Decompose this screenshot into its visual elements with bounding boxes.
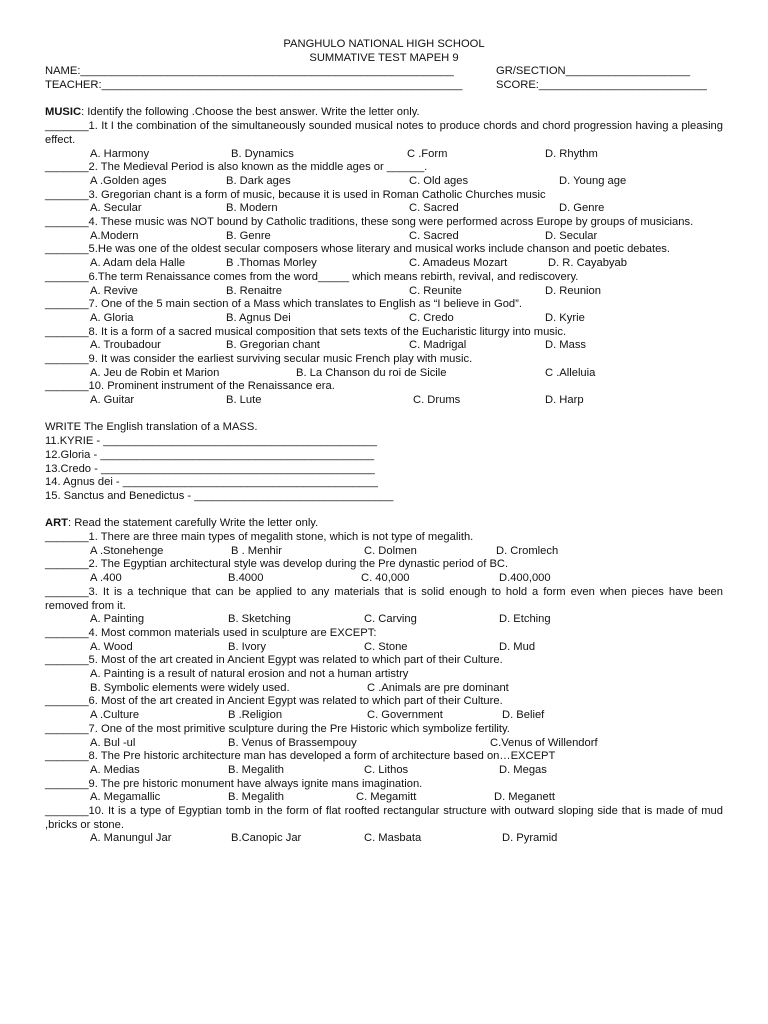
translation-credo[interactable]: 13.Credo - ____________________________________________ [45, 462, 375, 475]
option: D. Harp [545, 394, 584, 407]
music-q6: _______6.The term Renaissance comes from the word_____ which means rebirth, revival, and rediscovery. [45, 270, 579, 283]
art-q7: _______7. One of the most primitive sculpture during the Pre Historic which symbolize fertility. [45, 722, 510, 735]
translation-sanctus[interactable]: 15. Sanctus and Benedictus - ________________________________ [45, 489, 394, 502]
art-q3-options [45, 613, 723, 627]
option: A. Medias [90, 763, 140, 776]
option: B. Agnus Dei [226, 311, 291, 324]
art-heading: ART [45, 517, 68, 530]
option: C. Amadeus Mozart [409, 257, 508, 270]
music-q1-options [45, 148, 723, 162]
option: C. Dolmen [364, 544, 417, 557]
option: C. Drums [413, 394, 461, 407]
art-q8-options [45, 764, 723, 778]
option: D. Reunion [545, 284, 601, 297]
translation-gloria[interactable]: 12.Gloria - ____________________________________________ [45, 448, 375, 461]
art-instruction: ART: Read the statement carefully Write the letter only. [45, 517, 319, 530]
option: C. Masbata [364, 832, 422, 845]
art-q1: _______1. There are three main types of megalith stone, which is not type of megalith. [45, 531, 474, 544]
teacher-row [45, 79, 723, 93]
option: B. Modern [226, 202, 278, 215]
option: B. Sketching [228, 613, 291, 626]
option: B .Thomas Morley [226, 257, 317, 270]
name-row [45, 65, 723, 79]
art-q4-options [45, 641, 723, 655]
option: A. Manungul Jar [90, 832, 172, 845]
music-q5: _______5.He was one of the oldest secular composers whose literary and musical works include chanson and poetic debates. [45, 243, 670, 256]
option: A.Modern [90, 229, 139, 242]
option: A. Bul -ul [90, 736, 136, 749]
option: B. Venus of Brassempouy [228, 736, 357, 749]
grsection-field[interactable]: GR/SECTION____________________ [496, 65, 691, 78]
art-q10: _______10. It is a type of Egyptian tomb in the form of flat roofted rectangular structure with outward sloping side that is made of mud ,bricks or stone. [45, 804, 723, 831]
option: C .Alleluia [545, 366, 596, 379]
option: A. Wood [90, 640, 133, 653]
art-q10-options [45, 832, 723, 846]
option: B. Megalith [228, 791, 284, 804]
option: B. Lute [226, 394, 262, 407]
music-instruction: MUSIC: Identify the following .Choose the best answer. Write the letter only. [45, 106, 420, 119]
translation-kyrie[interactable]: 11.KYRIE - ____________________________________________ [45, 435, 378, 448]
music-heading: MUSIC [45, 106, 82, 119]
option: C. Megamitt [356, 791, 417, 804]
music-q6-options [45, 285, 723, 299]
option: C. Madrigal [409, 339, 467, 352]
option: B. Renaitre [226, 284, 282, 297]
teacher-field[interactable]: TEACHER:__________________________________________________________ [45, 79, 463, 92]
art-q2: _______2. The Egyptian architectural style was develop during the Pre dynastic period of BC. [45, 558, 509, 571]
music-q10: _______10. Prominent instrument of the Renaissance era. [45, 380, 335, 393]
option: C.Venus of Willendorf [490, 736, 598, 749]
translation-heading: WRITE The English translation of a MASS. [45, 421, 258, 434]
test-page [45, 38, 723, 846]
art-q8: _______8. The Pre historic architecture man has developed a form of architecture based on…EXCEPT [45, 750, 556, 763]
art-q4: _______4. Most common materials used in sculpture are EXCEPT: [45, 626, 377, 639]
option: A. Jeu de Robin et Marion [90, 366, 220, 379]
option: D. Mud [499, 640, 536, 653]
option: B . Menhir [231, 544, 282, 557]
option: C. 40,000 [361, 572, 410, 585]
option: A. Secular [90, 202, 142, 215]
art-q3: _______3. It is a technique that can be applied to any materials that is solid enough to hold a form even when pieces have been removed from it. [45, 585, 723, 612]
option: A .Golden ages [90, 174, 167, 187]
art-q9-options [45, 791, 723, 805]
art-q5: _______5. Most of the art created in Ancient Egypt was related to which part of their Culture. [45, 654, 503, 667]
test-title: SUMMATIVE TEST MAPEH 9 [309, 51, 459, 64]
music-q4-options [45, 230, 723, 244]
option: A. Adam dela Halle [90, 257, 186, 270]
translation-agnus-dei[interactable]: 14. Agnus dei - _________________________________________ [45, 476, 378, 489]
music-q8-options [45, 339, 723, 353]
option: D. Young age [559, 174, 627, 187]
option: C. Reunite [409, 284, 462, 297]
music-q9-options [45, 367, 723, 381]
option: B. Gregorian chant [226, 339, 320, 352]
music-q5-options [45, 257, 723, 271]
option: C .Form [407, 147, 448, 160]
option: D. R. Cayabyab [548, 257, 627, 270]
option: B .Religion [228, 709, 283, 722]
option: B. Symbolic elements were widely used. [90, 681, 290, 694]
name-field[interactable]: NAME:____________________________________________________________ [45, 65, 454, 78]
option: C. Old ages [409, 174, 469, 187]
art-q2-options [45, 572, 723, 586]
music-q3-options [45, 202, 723, 216]
option: A .Culture [90, 709, 140, 722]
option: C. Sacred [409, 229, 459, 242]
art-q5-option-a [45, 668, 723, 682]
option: A. Troubadour [90, 339, 161, 352]
option: A. Painting [90, 613, 145, 626]
option: D. Megas [499, 763, 547, 776]
music-q7-options [45, 312, 723, 326]
option: C. Lithos [364, 763, 409, 776]
art-q7-options [45, 737, 723, 751]
option: A. Guitar [90, 394, 135, 407]
option: B.Canopic Jar [231, 832, 302, 845]
option: C. Sacred [409, 202, 459, 215]
option: B. Megalith [228, 763, 284, 776]
option: D. Meganett [494, 791, 555, 804]
option: A. Gloria [90, 311, 134, 324]
option: A .Stonehenge [90, 544, 164, 557]
music-q9: _______9. It was consider the earliest surviving secular music French play with music. [45, 353, 473, 365]
option: B. La Chanson du roi de Sicile [296, 366, 447, 379]
music-q1: _______1. It I the combination of the simultaneously sounded musical notes to produce chords and chord progression having a pleasing effect. [45, 120, 723, 146]
option: C. Carving [364, 613, 417, 626]
music-q2-options [45, 175, 723, 189]
option: D.400,000 [499, 572, 551, 585]
art-q9: _______9. The pre historic monument have always ignite mans imagination. [45, 777, 423, 790]
option: C. Credo [409, 311, 454, 324]
option: D. Secular [545, 229, 598, 242]
option: D. Kyrie [545, 311, 585, 324]
option: B. Genre [226, 229, 271, 242]
art-q1-options [45, 545, 723, 559]
school-name: PANGHULO NATIONAL HIGH SCHOOL [283, 38, 485, 50]
music-q3: _______3. Gregorian chant is a form of music, because it is used in Roman Catholic Churches music [45, 188, 546, 201]
option: A. Revive [90, 284, 138, 297]
music-q4: _______4. These music was NOT bound by Catholic traditions, these song were performed across Europe by groups of musicians. [45, 216, 694, 229]
option: D. Cromlech [496, 544, 559, 557]
option: D. Rhythm [545, 147, 598, 160]
option: D. Mass [545, 339, 587, 352]
option: B. Dark ages [226, 174, 291, 187]
music-q2: _______2. The Medieval Period is also known as the middle ages or ______. [45, 161, 428, 174]
option: B.4000 [228, 572, 264, 585]
art-q5-options-bc [45, 682, 723, 696]
score-field[interactable]: SCORE:___________________________ [496, 79, 707, 92]
art-q6: _______6. Most of the art created in Ancient Egypt was related to which part of their Culture. [45, 695, 503, 708]
option: C .Animals are pre dominant [367, 681, 509, 694]
option: C. Stone [364, 640, 408, 653]
option: A. Harmony [90, 147, 150, 160]
option: D. Belief [502, 709, 545, 722]
option: D. Etching [499, 613, 551, 626]
option: A. Painting is a result of natural erosion and not a human artistry [90, 668, 409, 681]
music-q10-options [45, 394, 723, 408]
option: D. Genre [559, 202, 605, 215]
option: B. Ivory [228, 640, 266, 653]
option: A. Megamallic [90, 791, 161, 804]
option: D. Pyramid [502, 832, 558, 845]
option: B. Dynamics [231, 147, 294, 160]
option: A .400 [90, 572, 122, 585]
option: C. Government [367, 709, 443, 722]
art-q6-options [45, 709, 723, 723]
music-q7: _______7. One of the 5 main section of a Mass which translates to English as “I believe in God”. [45, 298, 522, 311]
music-q8: _______8. It is a form of a sacred musical composition that sets texts of the Eucharistic liturgy into music. [45, 325, 567, 338]
